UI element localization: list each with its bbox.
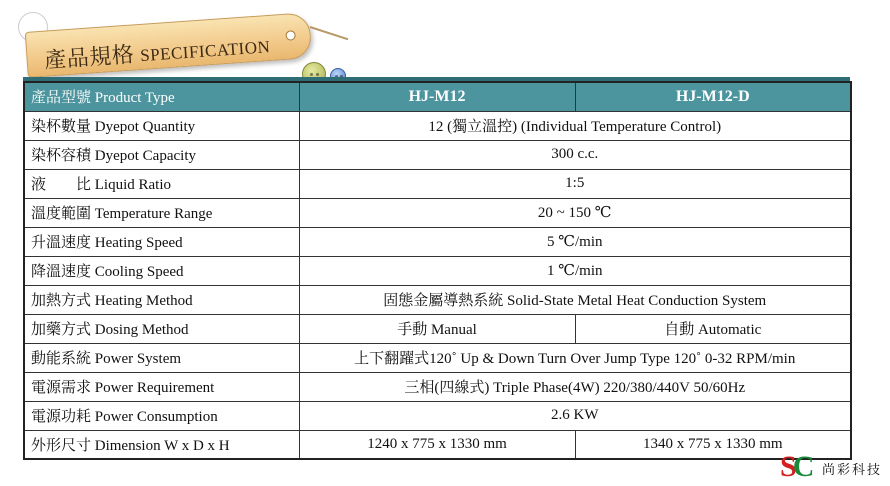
row-value: 三相(四線式) Triple Phase(4W) 220/380/440V 50/60Hz [299,372,851,401]
row-label-en: Dyepot Quantity [94,119,196,135]
spec-table [23,81,852,460]
row-label-en: Temperature Range [94,206,213,222]
table-header-row [24,82,851,111]
row-label [24,169,299,198]
model-header-2: HJ-M12-D [575,82,851,111]
row-label-zh: 電源功耗 [31,407,92,425]
header-label-cell [24,82,299,111]
row-label [24,401,299,430]
row-value: 1:5 [299,169,851,198]
row-label [24,285,299,314]
table-row [24,227,851,256]
row-label-en: Liquid Ratio [94,177,172,193]
row-label-en: Cooling Speed [94,264,184,280]
row-label-en: Power Requirement [94,380,215,396]
row-label [24,256,299,285]
row-label-zh: 動能系統 [31,349,92,367]
row-label-zh: 溫度範圍 [31,204,92,222]
row-value: 20 ~ 150 ℃ [299,198,851,227]
row-label-zh: 電源需求 [31,378,92,396]
spec-header-tag [18,12,348,82]
row-label [24,140,299,169]
logo-mark [780,450,810,484]
table-row [24,198,851,227]
company-logo [780,450,890,482]
title-en: SPECIFICATION [139,37,271,66]
table-row [24,256,851,285]
table-row [24,285,851,314]
row-value-model-1: 1240 x 775 x 1330 mm [299,430,575,459]
model-header-1: HJ-M12 [299,82,575,111]
row-label [24,430,299,459]
row-label [24,198,299,227]
row-label-zh: 染杯容積 [31,146,92,164]
row-value: 5 ℃/min [299,227,851,256]
row-value: 1 ℃/min [299,256,851,285]
row-label-en: Heating Method [94,293,193,309]
tag-hole [285,30,296,41]
row-label-en: Dyepot Capacity [94,148,196,164]
row-label-en: Dimension W x D x H [94,437,230,454]
row-label [24,343,299,372]
row-label-en: Power System [94,351,182,367]
row-label [24,227,299,256]
row-label-zh: 液 比 [31,175,92,193]
header-label-en: Product Type [94,90,175,107]
row-value: 上下翻躍式120˚ Up & Down Turn Over Jump Type 120˚ 0-32 RPM/min [299,343,851,372]
tag-string [310,26,349,40]
logo-letter-s: S [780,450,793,483]
row-label-en: Power Consumption [94,409,218,425]
row-value: 固態金屬導熱系統 Solid-State Metal Heat Conduction System [299,285,851,314]
logo-letter-c: C [792,450,811,483]
table-row [24,111,851,140]
row-value: 300 c.c. [299,140,851,169]
table-row [24,343,851,372]
row-value: 2.6 KW [299,401,851,430]
title-zh: 產品規格 [43,42,136,74]
row-label-zh: 降溫速度 [31,262,92,280]
row-value: 12 (獨立溫控) (Individual Temperature Control) [299,111,851,140]
table-row [24,430,851,459]
table-row [24,140,851,169]
row-value-model-2: 自動 Automatic [575,314,851,343]
row-label [24,372,299,401]
row-label [24,111,299,140]
row-value-model-1: 手動 Manual [299,314,575,343]
row-label-en: Dosing Method [94,322,189,338]
row-label-zh: 加藥方式 [31,320,92,338]
table-row [24,314,851,343]
header-label-zh: 產品型號 [31,88,92,107]
row-label-zh: 外形尺寸 [31,435,92,454]
table-row [24,401,851,430]
row-label-zh: 染杯數量 [31,117,92,135]
row-label [24,314,299,343]
table-row [24,169,851,198]
company-name: 尚彩科技 [822,463,883,478]
row-label-zh: 升溫速度 [31,233,92,251]
row-label-en: Heating Speed [94,235,183,251]
row-label-zh: 加熱方式 [31,291,92,309]
table-row [24,372,851,401]
row-value-model-2: 1340 x 775 x 1330 mm [575,430,851,459]
